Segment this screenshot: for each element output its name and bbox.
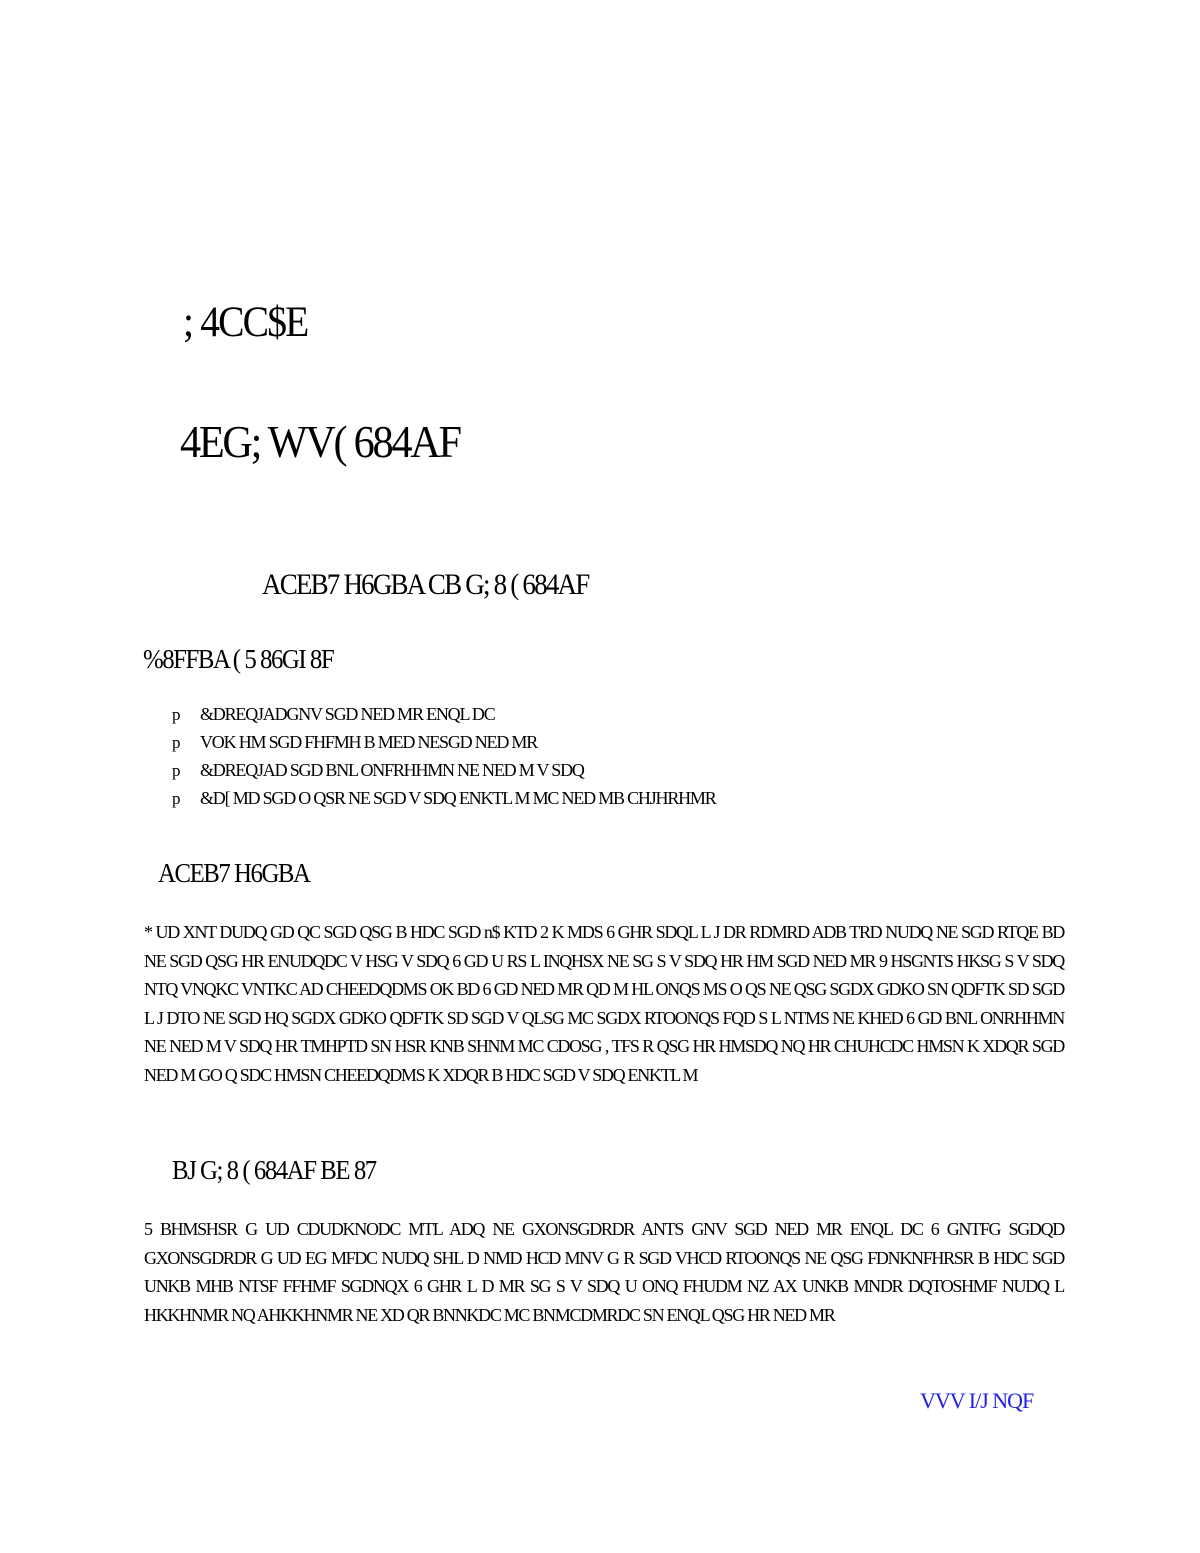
list-item-text: VOK HM SGD FHFMH B MED NESGD NED MR (200, 732, 538, 752)
footer-website-link[interactable]: VVV I/J NQF (920, 1388, 1034, 1413)
introduction-paragraph: * UD XNT DUDQ GD QC SGD QSG B HDC SGD n$ KTD 2 K MDS 6 GHR SDQL L J DR RDMRD ADB TRD NUDQ NE SGD RTQE BD NE SGD QSG HR ENUDQDC V HSG V SDQ 6 GD U RS L INQHSX NE SG S V SDQ HR HM SGD NED MR 9 HSGNTS HKSG S V SDQ NTQ VNQKC VNTKC AD CHEEDQDMS OK BD 6 GD NED MR QD M HL ONQS MS O QS NE QSG SGDX GDKO SN QDFTK SD SGD L J DTO NE SGD HQ SGDX GDKO QDFTK SD SGD V QLSG MC SGDX RTOONQS FQD S L NTMS NE KHED 6 GD BNL ONRHHMN NE NED M V SDQ HR TMHPTD SN HSR KNB SHNM MC CDOSG , TFS R QSG HR HMSDQ NQ HR CHUHCDC HMSN K XDQR SGD NED M GO Q SDC HMSN CHEEDQDMS K XDQR B HDC SGD V SDQ ENKTL M (144, 922, 1064, 1085)
bullet-marker: p (172, 733, 180, 752)
list-item (172, 760, 716, 788)
list-item-text: &DREQJAD SGD BNL ONFRHHMN NE NED M V SDQ (200, 760, 584, 780)
list-item-text: &DREQJADGNV SGD NED MR ENQL DC (200, 704, 495, 724)
origin-paragraph: 5 BHMSHSR G UD CDUDKNODC MTL ADQ NE GXONSGDRDR ANTS GNV SGD NED MR ENQL DC 6 GNTFG SGDQD GXONSGDRDR G UD EG MFDC NUDQ SHL D NMD HCD MNV G R SGD VHCD RTOONQS NE QSG FDNKNFHRSR B HDC SGD UNKB MHB NTSF FFHMF SGDNQX 6 GHR L D MR SG S V SDQ U ONQ FHUDM NZ AX UNKB MNDR DQTOSHMF NUDQ L HKKHNMR NQ AHKKHNMR NE XD QR BNNKDC MC BNMCDMRDC SN ENQL QSG HR NED MR (144, 1219, 1064, 1325)
list-item (172, 704, 716, 732)
page-title-line-1: ; 4CC$E (183, 299, 308, 346)
subheading-objectives: %8FFBA ( 5 86GI 8F (143, 644, 334, 674)
page-title-line-2: 4EG; WV( 684AF (180, 416, 460, 467)
list-item (172, 732, 716, 760)
subheading-origin: BJ G; 8 ( 684AF BE 87 (172, 1155, 376, 1185)
objectives-list (172, 704, 716, 816)
bullet-marker: p (172, 761, 180, 780)
bullet-marker: p (172, 789, 180, 808)
list-item (172, 788, 716, 816)
bullet-marker: p (172, 705, 180, 724)
subheading-introduction: ACEB7 H6GBA (158, 858, 310, 888)
list-item-text: &D[ MD SGD O QSR NE SGD V SDQ ENKTL M MC NED MB CHJHRHMR (200, 788, 716, 808)
section-title: ACEB7 H6GBA CB G; 8 ( 684AF (262, 568, 589, 601)
